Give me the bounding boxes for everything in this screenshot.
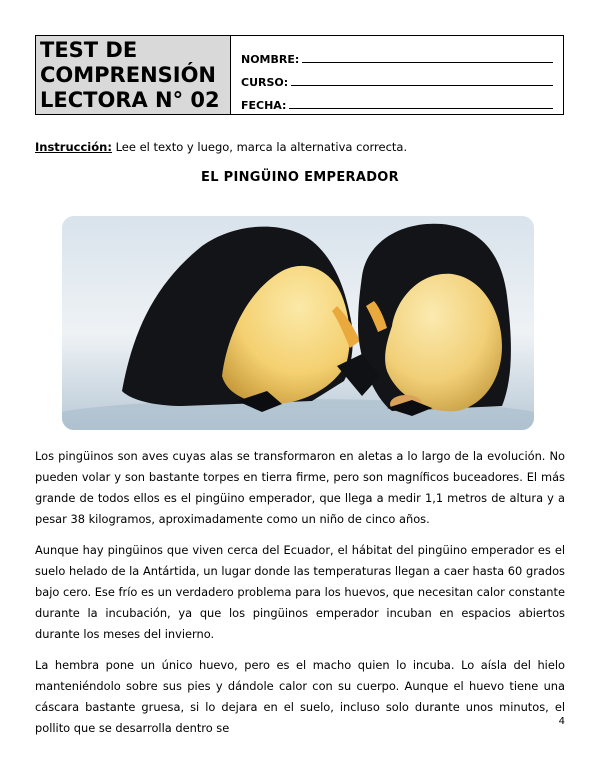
name-line[interactable] [302, 53, 553, 63]
course-field[interactable] [241, 66, 553, 89]
article-body [35, 446, 565, 749]
student-info-fields [231, 36, 563, 114]
article-title: EL PINGÜINO EMPERADOR [201, 170, 399, 185]
paragraph-1: Los pingüinos son aves cuyas alas se transformaron en aletas a lo largo de la evolución. No pueden volar y son bastante torpes en tierra firme, pero son magníficos buceadores. El más grande de todos ellos es el pingüino emperador, que llega a medir 1,1 metros de altura y a pesar 38 kilogramos, aproximadamente como un niño de cinco años. [35, 449, 565, 526]
date-field[interactable] [241, 89, 553, 112]
paragraph-2: Aunque hay pingüinos que viven cerca del Ecuador, el hábitat del pingüino emperador es el suelo helado de la Antártida, un lugar donde las temperaturas llegan a caer hasta 60 grados bajo cero. Ese frío es un verdadero problema para los huevos, que necesitan calor constante durante la incubación, ya que los pingüinos emperador incuban en espacios abiertos durante los meses del invierno. [35, 543, 565, 641]
course-label: CURSO: [241, 76, 289, 89]
paragraph-3: La hembra pone un único huevo, pero es el macho quien lo incuba. Lo aísla del hielo manteniéndolo sobre sus pies y dándole calor con su cuerpo. Aunque el huevo tiene una cáscara bastante gruesa, si lo dejara en el suelo, incluso solo durante unos minutos, el pollito que se desarrolla dentro se [35, 658, 565, 735]
instruction-text: Lee el texto y luego, marca la alternativa correcta. [111, 140, 408, 154]
test-title-line-2: COMPRENSIÓN [40, 63, 217, 87]
name-label: NOMBRE: [241, 53, 300, 66]
test-title-line-1: TEST DE [40, 38, 138, 62]
instruction-label: Instrucción: [35, 140, 112, 154]
date-line[interactable] [289, 99, 553, 109]
instruction [35, 140, 407, 154]
date-label: FECHA: [241, 99, 287, 112]
test-title-line-3: LECTORA N° 02 [40, 88, 220, 112]
course-line[interactable] [291, 76, 553, 86]
page-number: 4 [558, 716, 565, 727]
test-title [36, 36, 231, 114]
name-field[interactable] [241, 43, 553, 66]
test-header [35, 35, 564, 115]
emperor-penguins-photo [62, 216, 534, 430]
